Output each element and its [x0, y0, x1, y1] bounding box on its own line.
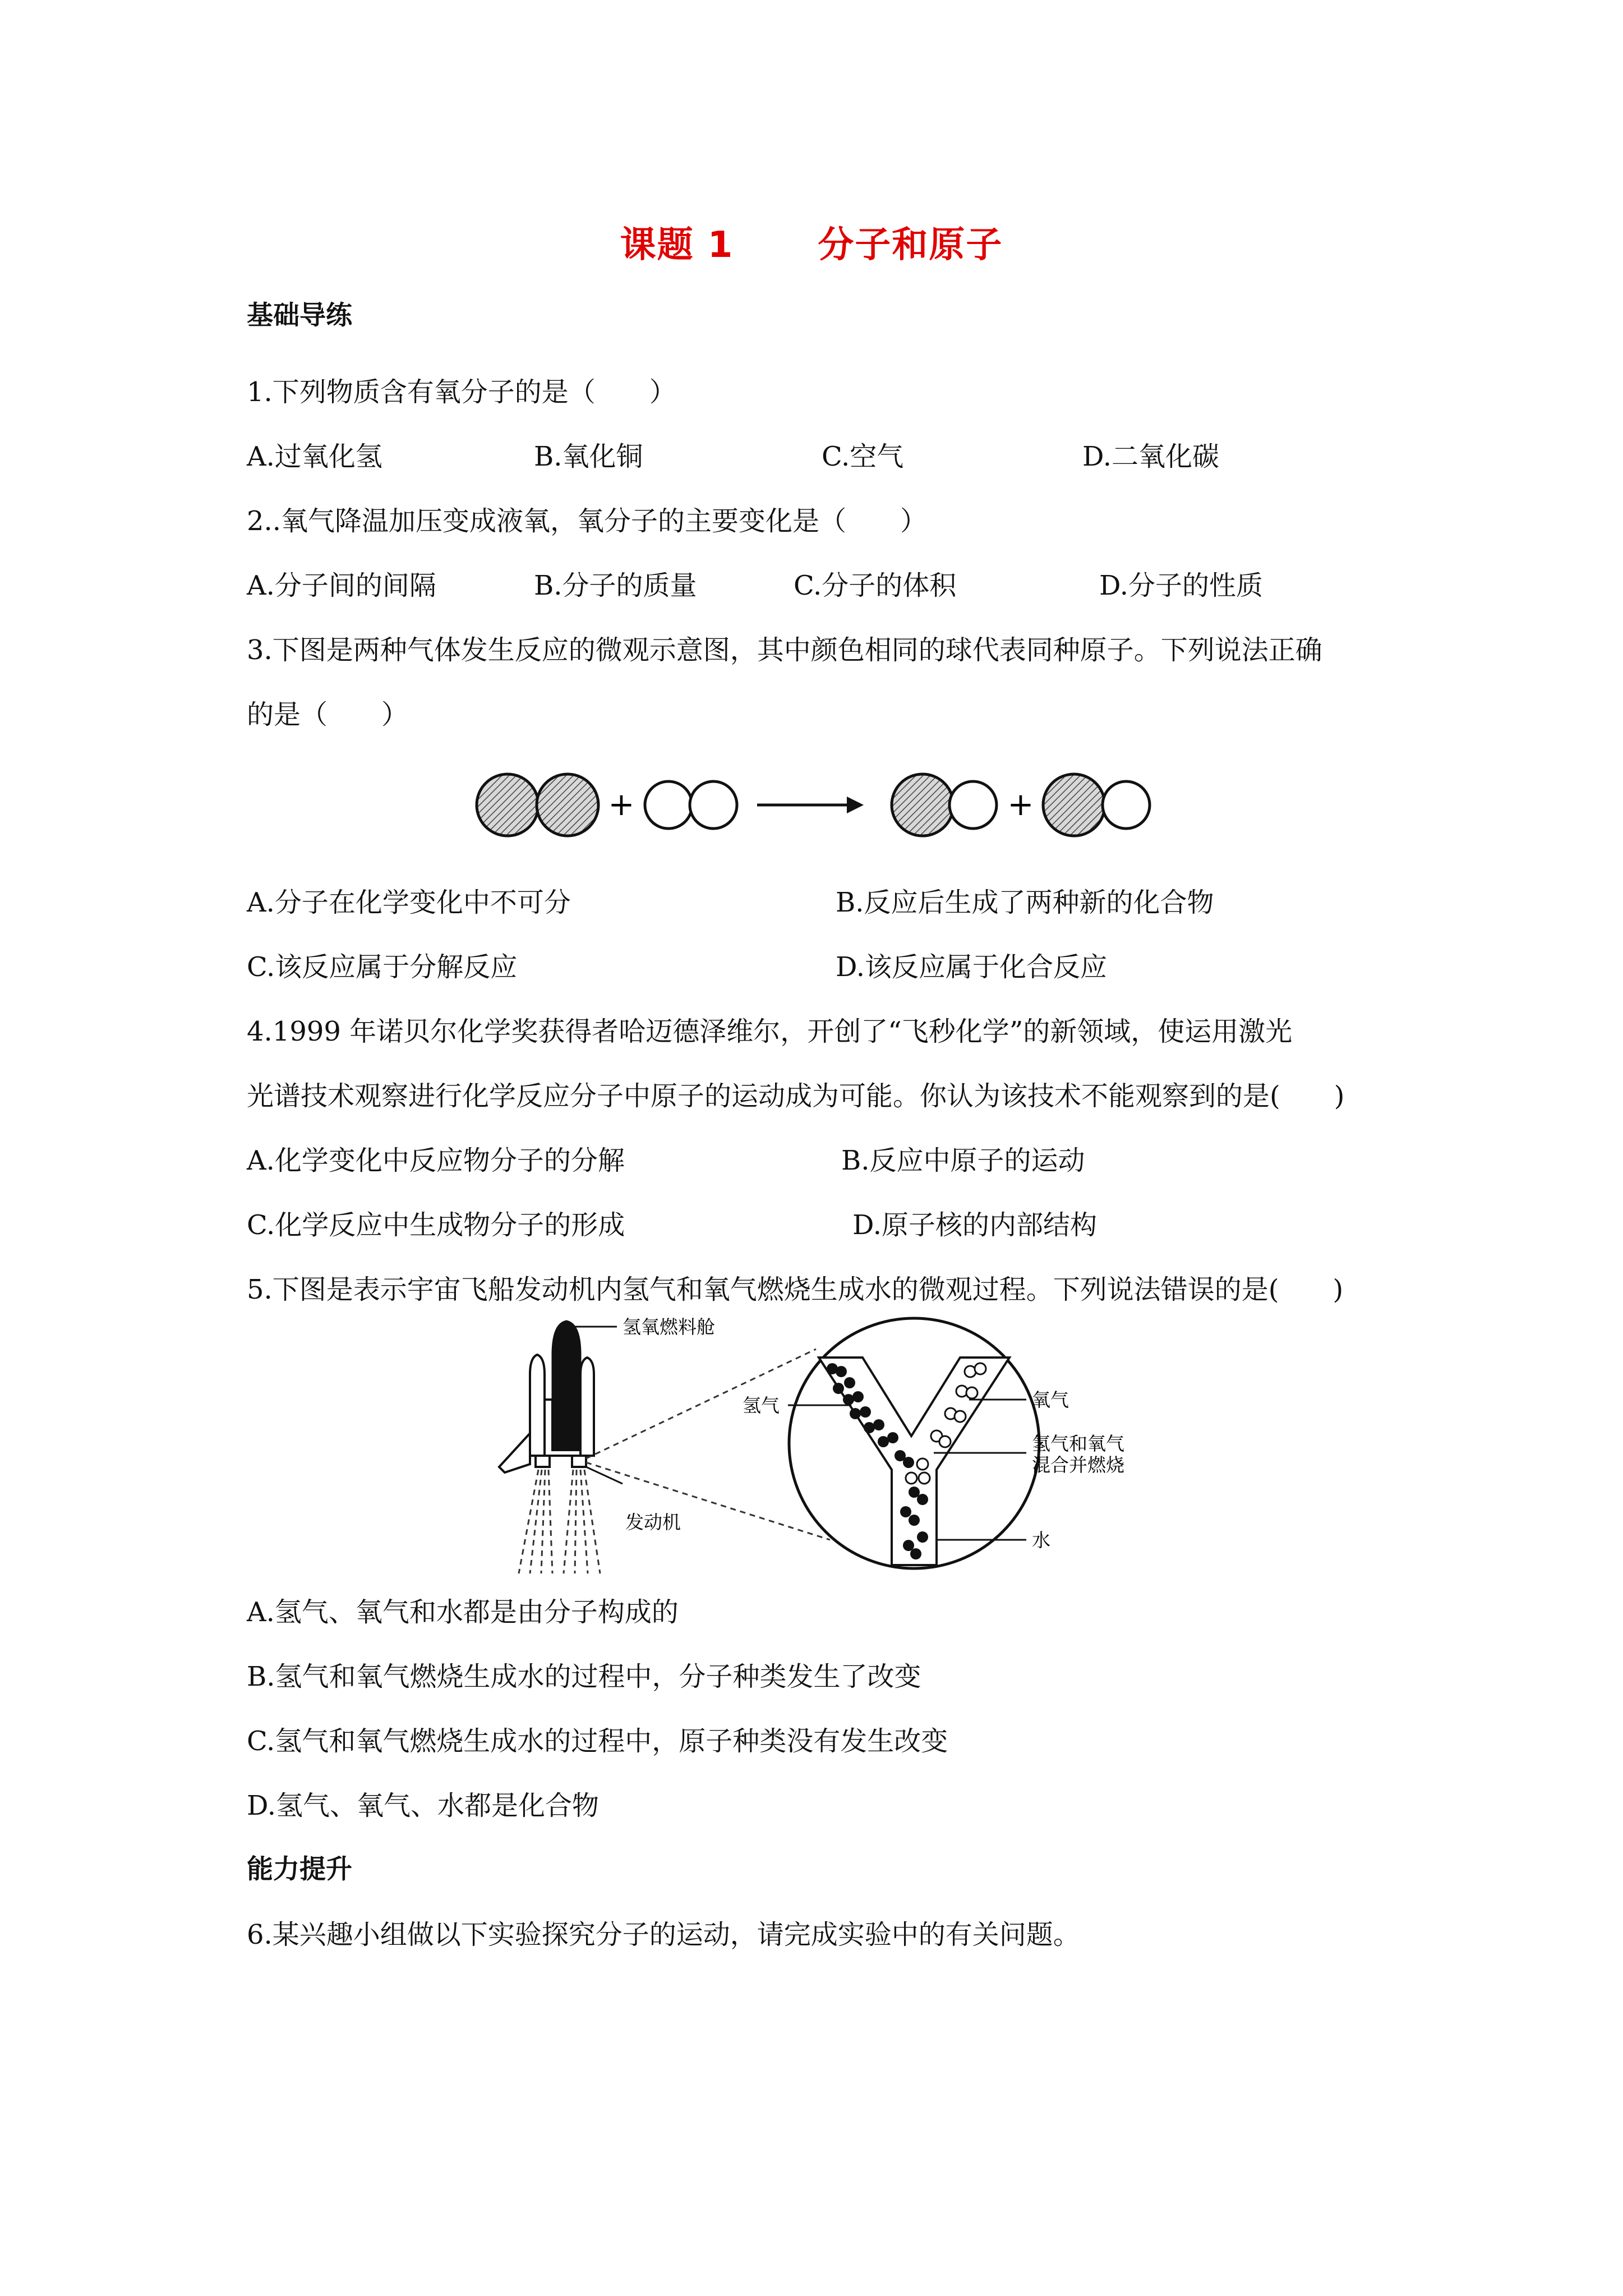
q1-option-c: C.空气: [822, 441, 904, 472]
q3-option-a: A.分子在化学变化中不可分: [247, 887, 571, 918]
plus-sign-2: +: [1007, 786, 1034, 823]
q5-option-d: D.氢气、氧气、水都是化合物: [247, 1790, 600, 1821]
q4-option-a: A.化学变化中反应物分子的分解: [247, 1145, 625, 1176]
reaction-diagram: [471, 763, 1166, 847]
section-heading-basic: 基础导练: [247, 300, 352, 331]
question-6-stem: 6.某兴趣小组做以下实验探究分子的运动，请完成实验中的有关问题。: [247, 1919, 1080, 1950]
q1-option-d: D.二氧化碳: [1082, 441, 1220, 472]
reactant-molecule-1: [477, 774, 598, 836]
label-mix-line1: 氢气和氧气: [1032, 1433, 1124, 1455]
question-5-stem: 5.下图是表示宇宙飞船发动机内氢气和氧气燃烧生成水的微观过程。下列说法错误的是( ): [247, 1274, 1344, 1305]
question-4-stem-line1: 4.1999 年诺贝尔化学奖获得者哈迈德泽维尔，开创了“飞秒化学”的新领域，使运用激光: [247, 1016, 1293, 1047]
label-engine: 发动机: [625, 1511, 681, 1533]
q5-option-a: A.氢气、氧气和水都是由分子构成的: [247, 1596, 679, 1628]
q2-option-c: C.分子的体积: [794, 570, 957, 601]
spaceship-engine-diagram: [488, 1315, 1178, 1585]
question-3-stem-line1: 3.下图是两种气体发生反应的微观示意图，其中颜色相同的球代表同种原子。下列说法正确: [247, 634, 1322, 666]
question-3-stem-line2: 的是（ ）: [247, 699, 409, 730]
q4-option-b: B.反应中原子的运动: [841, 1145, 1085, 1176]
q5-option-b: B.氢气和氧气燃烧生成水的过程中，分子种类发生了改变: [247, 1661, 921, 1692]
magnified-view: [788, 1318, 1039, 1568]
q4-option-c: C.化学反应中生成物分子的形成: [247, 1209, 625, 1241]
product-molecule-1: [892, 774, 997, 836]
reactant-molecule-2: [645, 781, 737, 829]
q3-option-b: B.反应后生成了两种新的化合物: [836, 887, 1214, 918]
q5-option-c: C.氢气和氧气燃烧生成水的过程中，原子种类没有发生改变: [247, 1726, 948, 1757]
label-fuel-tank: 氢氧燃料舱: [623, 1316, 715, 1338]
section-heading-ability: 能力提升: [247, 1854, 352, 1885]
question-2-stem: 2..氧气降温加压变成液氧，氧分子的主要变化是（ ）: [247, 505, 928, 537]
lesson-number: 课题 1: [620, 224, 734, 266]
product-molecule-2: [1043, 774, 1150, 836]
rocket-illustration: [499, 1321, 600, 1573]
lesson-name: 分子和原子: [818, 224, 1003, 266]
q1-option-b: B.氧化铜: [534, 441, 643, 472]
q2-option-a: A.分子间的间隔: [247, 570, 436, 601]
plus-sign-1: +: [608, 786, 635, 823]
q2-option-b: B.分子的质量: [534, 570, 697, 601]
label-hydrogen: 氢气: [743, 1395, 780, 1416]
page-title: [0, 216, 1623, 268]
q3-option-c: C.该反应属于分解反应: [247, 951, 518, 983]
q4-option-d: D.原子核的内部结构: [852, 1209, 1098, 1241]
question-4-stem-line2: 光谱技术观察进行化学反应分子中原子的运动成为可能。你认为该技术不能观察到的是( ): [247, 1080, 1345, 1112]
question-1-stem: 1.下列物质含有氧分子的是（ ）: [247, 376, 676, 408]
label-oxygen: 氧气: [1032, 1389, 1069, 1411]
reaction-arrow: [757, 797, 864, 813]
label-mix-line2: 混合并燃烧: [1032, 1454, 1124, 1476]
label-water: 水: [1032, 1529, 1050, 1551]
q2-option-d: D.分子的性质: [1099, 570, 1264, 601]
q1-option-a: A.过氧化氢: [247, 441, 382, 472]
q3-option-d: D.该反应属于化合反应: [836, 951, 1108, 983]
